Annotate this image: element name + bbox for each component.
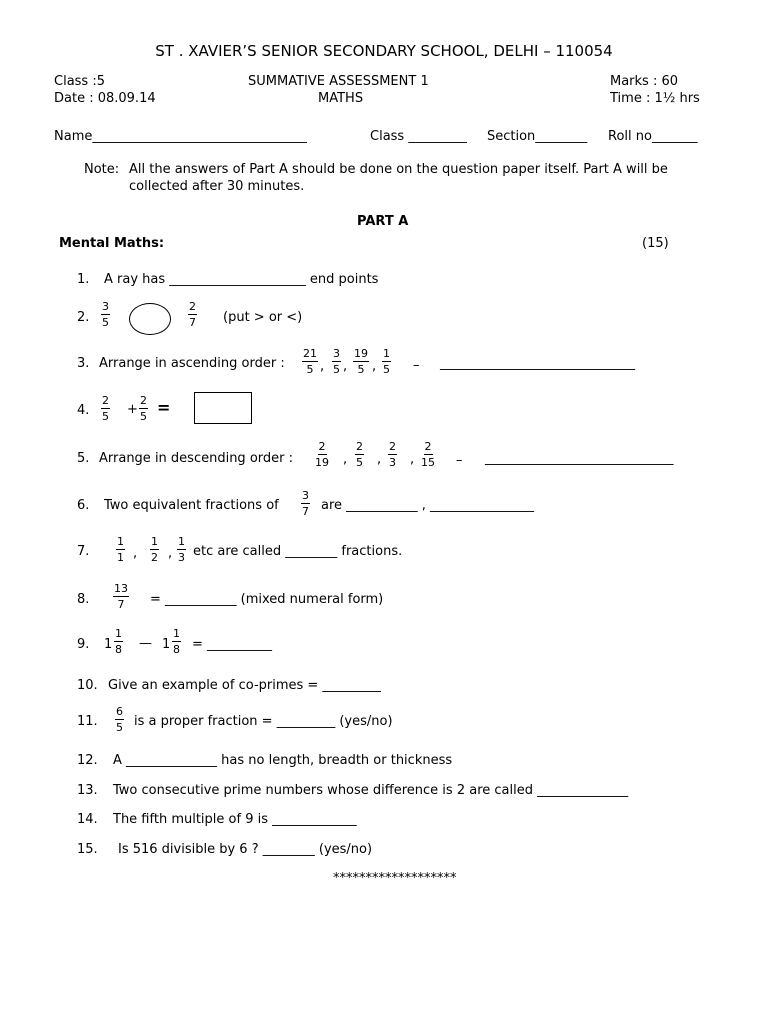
fraction: 3 7: [302, 489, 309, 518]
part-heading: PART A: [357, 214, 409, 229]
plus-sign: +: [127, 402, 138, 417]
comparison-circle: [129, 303, 171, 335]
fraction: 6 5: [116, 705, 123, 734]
fraction: 2 3: [389, 440, 396, 469]
fraction: 3 5: [102, 300, 109, 329]
subject-title: MATHS: [318, 91, 364, 106]
dash: –: [413, 358, 420, 373]
fraction: 1 3: [178, 535, 185, 564]
fraction: 2 5: [140, 394, 147, 423]
fraction: 2 15: [421, 440, 435, 469]
question-number: 11.: [77, 714, 98, 729]
name-field: Name_________________________________: [54, 129, 307, 144]
section-title: Mental Maths:: [59, 236, 165, 251]
comma: ,: [133, 546, 138, 561]
fraction: 1 8: [173, 627, 180, 656]
question-number: 3.: [77, 356, 90, 371]
section-field: Section________: [487, 129, 588, 144]
comma: ,: [372, 359, 377, 374]
question-number: 4.: [77, 403, 90, 418]
question-number: 1.: [77, 272, 90, 287]
answer-blank: _____________________________: [485, 451, 674, 466]
question-number: 12.: [77, 753, 98, 768]
question-text: Arrange in ascending order :: [99, 356, 285, 371]
comma: ,: [320, 359, 325, 374]
class-field: Class _________: [370, 129, 467, 144]
question-text: Is 516 divisible by 6 ? ________ (yes/no): [118, 842, 373, 857]
question-text: Give an example of co-primes = _________: [108, 678, 381, 693]
question-text: = __________: [192, 637, 273, 652]
question-text: Two consecutive prime numbers whose difference is 2 are called ______________: [113, 783, 629, 798]
note-line-2: collected after 30 minutes.: [129, 179, 305, 194]
question-text: A ______________ has no length, breadth or thickness: [113, 753, 453, 768]
fraction: 3 5: [333, 347, 340, 376]
fraction: 2 5: [102, 394, 109, 423]
dash: –: [456, 453, 463, 468]
fraction: 1 8: [115, 627, 122, 656]
question-text: (put > or <): [223, 310, 303, 325]
fraction: 2 7: [189, 300, 196, 329]
fraction: 21 5: [303, 347, 317, 376]
question-number: 14.: [77, 812, 98, 827]
whole-number: 1: [162, 637, 171, 652]
question-number: 5.: [77, 451, 90, 466]
question-number: 15.: [77, 842, 98, 857]
question-number: 7.: [77, 544, 90, 559]
minus-sign: —: [139, 636, 152, 651]
comma: ,: [168, 546, 173, 561]
marks-label: Marks : 60: [610, 74, 679, 89]
comma: ,: [410, 452, 415, 467]
question-text: is a proper fraction = _________ (yes/no): [134, 714, 393, 729]
equals-sign: =: [157, 398, 171, 417]
question-text: etc are called ________ fractions.: [193, 544, 403, 559]
question-text: A ray has _____________________ end points: [104, 272, 379, 287]
fraction: 2 5: [356, 440, 363, 469]
question-number: 10.: [77, 678, 98, 693]
class-label: Class :5: [54, 74, 105, 89]
time-label: Time : 1½ hrs: [610, 91, 700, 106]
whole-number: 1: [104, 637, 113, 652]
question-text: The fifth multiple of 9 is _____________: [113, 812, 357, 827]
question-text: Two equivalent fractions of: [104, 498, 279, 513]
section-marks: (15): [642, 236, 669, 251]
answer-box: [194, 392, 252, 424]
comma: ,: [343, 452, 348, 467]
fraction: 1 1: [117, 535, 124, 564]
answer-blank: ______________________________: [440, 356, 635, 371]
question-number: 8.: [77, 592, 90, 607]
fraction: 1 2: [151, 535, 158, 564]
question-number: 13.: [77, 783, 98, 798]
note-label: Note:: [84, 162, 120, 177]
fraction: 1 5: [383, 347, 390, 376]
fraction: 13 7: [114, 582, 128, 611]
fraction: 2 19: [315, 440, 329, 469]
assessment-title: SUMMATIVE ASSESSMENT 1: [248, 74, 429, 89]
footer-stars: *******************: [333, 871, 457, 886]
question-number: 2.: [77, 310, 90, 325]
fraction: 19 5: [354, 347, 368, 376]
question-text: are ___________ , ________________: [321, 498, 535, 513]
question-number: 9.: [77, 637, 90, 652]
date-label: Date : 08.09.14: [54, 91, 156, 106]
school-title: ST . XAVIER’S SENIOR SECONDARY SCHOOL, DELHI – 110054: [155, 42, 613, 60]
question-text: = ___________ (mixed numeral form): [150, 592, 384, 607]
comma: ,: [343, 359, 348, 374]
comma: ,: [377, 452, 382, 467]
question-number: 6.: [77, 498, 90, 513]
note-line-1: All the answers of Part A should be done on the question paper itself. Part A will be: [129, 162, 668, 177]
roll-field: Roll no_______: [608, 129, 698, 144]
question-text: Arrange in descending order :: [99, 451, 293, 466]
